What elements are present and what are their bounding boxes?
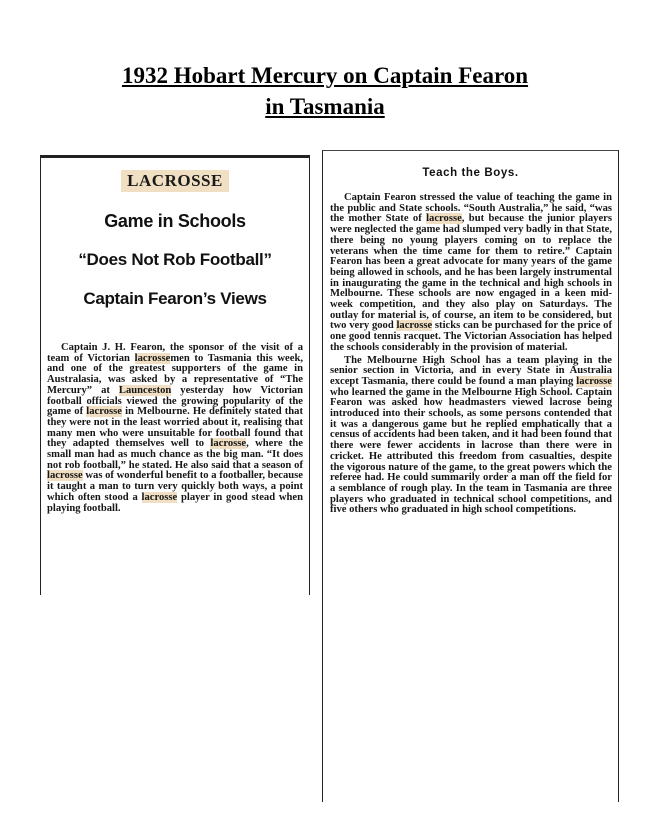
text-run: Captain J. H. Fearon, the sponsor of the visit of a team of Victorian — [47, 342, 303, 364]
text-run: in Melbourne. He definitely stated that they were not in the least worried about it, realising that many men who were unsuitable for football found that they adapted themselves well to — [47, 406, 303, 450]
text-run: , where the small man had as much chance as the big man. “It does not rob football,” he stated. He also said that a season of — [47, 438, 303, 471]
highlighted-keyword: lacrosse — [210, 438, 247, 450]
page-title-line-1: 1932 Hobart Mercury on Captain Fearon — [121, 63, 529, 88]
left-newspaper-clipping — [40, 155, 310, 595]
highlighted-keyword: lacrosse — [396, 320, 433, 332]
text-run: , but because the junior players were neglected the game had slumped very badly in that State, there being no young players coming on to replace the veterans when the time came for them to retire.” Captain Fearon has been a great advocate for many years of the game being allowed in schools, and he has been largely instrumental in inaugurating the game in the technical and high schools in Melbourne. These schools are now engaged in a keen mid-week competition, and they also play on Saturdays. The outlay for material is, of course, an item to be considered, but two very good — [330, 213, 612, 332]
text-run: yesterday how Victorian football officials viewed the growing popularity of the game of — [47, 384, 303, 418]
text-run: sticks can be purchased for the price of one good tennis racquet. The Victorian Association has helped the schools considerably in the provision of material. — [330, 320, 613, 353]
highlighted-keyword: lacrosse — [576, 375, 612, 387]
page-title-line-2: in Tasmania — [265, 94, 385, 119]
subhead-teach-the-boys: Teach the Boys. — [422, 167, 519, 179]
kicker-box — [41, 170, 309, 192]
left-article-body — [41, 343, 309, 514]
right-article-paragraph-2 — [323, 356, 618, 517]
right-article-paragraph-1 — [323, 193, 618, 354]
highlighted-keyword: lacrosse — [426, 213, 462, 225]
headline-game-in-schools: Game in Schools — [104, 211, 246, 231]
text-run: player in good stead when playing football. — [47, 491, 303, 514]
headline-captain-fearons-views: Captain Fearon’s Views — [83, 289, 267, 308]
headline-does-not-rob-football: “Does Not Rob Football” — [78, 250, 272, 269]
text-run: Captain Fearon stressed the value of teaching the game in the public and State schools. “South Australia,” he said, “was the mother State of — [330, 192, 612, 225]
highlighted-keyword: lacrosse — [141, 491, 178, 503]
text-run: The Melbourne High School has a team playing in the senior section in Victoria, and in every State in Australia except Tasmania, there could be found a man playing — [330, 354, 612, 387]
highlighted-keyword: lacrosse — [86, 406, 122, 418]
text-run: was of wonderful benefit to a footballer, because it taught a man to turn very quickly both ways, a point which often stood a — [47, 470, 303, 503]
page-title — [40, 60, 610, 122]
highlighted-keyword: lacrosse — [47, 470, 83, 482]
highlighted-keyword: lacrosse — [134, 352, 171, 364]
highlighted-keyword: Launceston — [118, 384, 172, 396]
right-newspaper-clipping — [322, 150, 619, 802]
kicker-lacrosse: LACROSSE — [121, 170, 229, 192]
text-run: who learned the game in the Melbourne High School. Captain Fearon was asked how headmasters viewed lacrose being introduced into their schools, as some persons contended that it was a dangerous game but he replied emphatically that a census of accidents had been taken, and it had been found that there were fewer accidents in lacrose than there were in cricket. He attributed this freedom from casualties, despite the vigorous nature of the game, to the great powers which the referee had. He could summarily order a man off the field for a semblance of rough play. In the team in Tasmania are three players who graduated in technical school competitions, and five others who graduated in high school competitions. — [330, 386, 612, 516]
text-run: men to Tasmania this week, and one of the greatest supporters of the game in Australasia, was asked by a representative of “The Mercury” at — [47, 352, 303, 396]
